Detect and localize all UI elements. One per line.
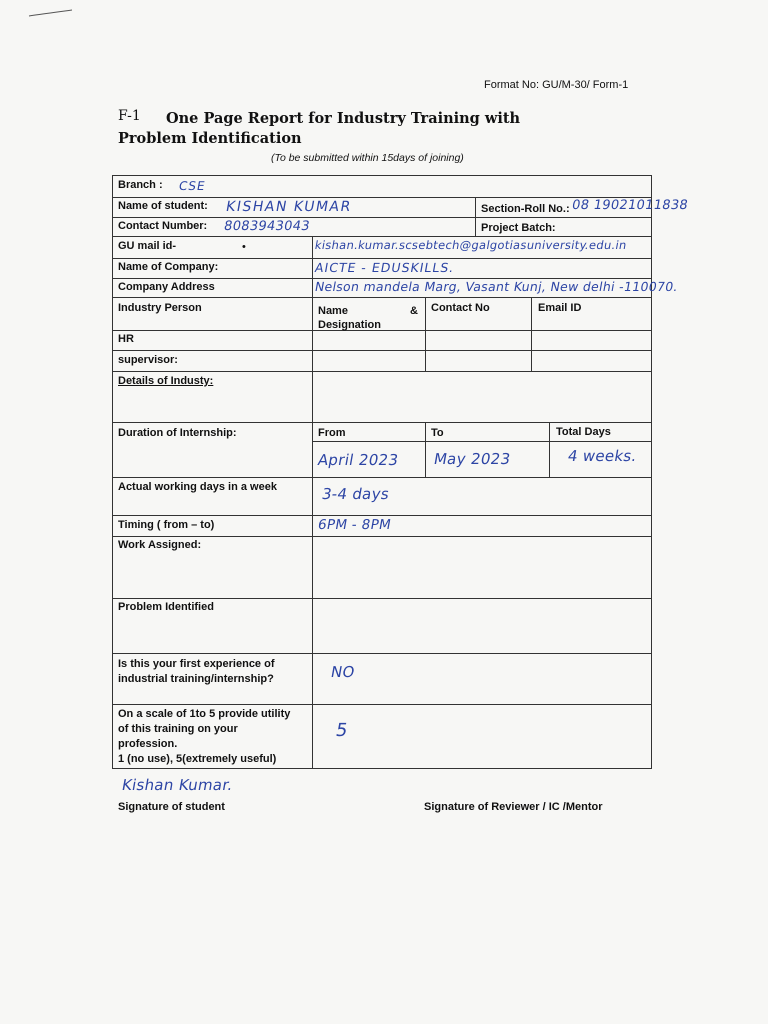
table-line [112, 598, 652, 599]
working-days-value: 3-4 days [320, 485, 391, 503]
form-title: One Page Report for Industry Training with Problem Identification [118, 110, 521, 147]
timing-value: 6PM - 8PM [316, 517, 393, 533]
table-line [112, 297, 652, 298]
table-line [112, 422, 652, 423]
to-header: To [431, 427, 444, 439]
table-line [112, 330, 652, 331]
scale-value: 5 [334, 720, 350, 741]
table-line [112, 704, 652, 705]
contact-no-header: Contact No [431, 302, 490, 314]
company-name-value: AICTE - EDUSKILLS. [313, 260, 456, 275]
student-name-label: Name of student: [118, 200, 208, 212]
table-line [312, 441, 652, 442]
gu-mail-value: kishan.kumar.scsebtech@galgotiasuniversity.edu.in [313, 238, 628, 252]
roll-no-value: 08 19021011838 [570, 198, 690, 213]
total-days-header: Total Days [556, 426, 611, 438]
table-line [425, 297, 426, 372]
table-line [112, 515, 652, 516]
table-line [112, 477, 652, 478]
format-number: Format No: GU/M-30/ Form-1 [484, 79, 629, 91]
signature-student-label: Signature of student [118, 801, 225, 813]
company-address-value: Nelson mandela Marg, Vasant Kunj, New delhi -110070. [313, 279, 680, 294]
duration-label: Duration of Internship: [118, 427, 237, 439]
project-batch-label: Project Batch: [481, 222, 556, 234]
timing-label: Timing ( from – to) [118, 519, 215, 531]
work-assigned-label: Work Assigned: [118, 539, 202, 551]
student-signature: Kishan Kumar. [120, 776, 235, 794]
contact-number-label: Contact Number: [118, 220, 208, 232]
total-days-value: 4 weeks. [566, 447, 639, 465]
table-line [112, 371, 652, 372]
company-name-label: Name of Company: [118, 261, 219, 273]
to-value: May 2023 [432, 450, 512, 468]
table-line [112, 197, 652, 198]
scale-label-3: profession. [118, 738, 178, 750]
hr-label: HR [118, 333, 134, 345]
problem-identified-label: Problem Identified [118, 601, 214, 613]
table-line [549, 422, 550, 477]
form-code: F-1 [118, 108, 141, 124]
gu-mail-label: GU mail id- [118, 240, 177, 252]
email-id-header: Email ID [538, 302, 582, 314]
first-experience-label: Is this your first experience of [118, 658, 275, 670]
form-subtitle: (To be submitted within 15days of joining) [271, 152, 464, 164]
report-table [112, 175, 690, 769]
branch-label: Branch : [118, 179, 163, 191]
details-industry-label: Details of Industy: [118, 375, 214, 387]
from-value: April 2023 [316, 451, 400, 469]
branch-value: CSE [177, 179, 207, 193]
table-line [112, 217, 652, 218]
table-line [112, 653, 652, 654]
supervisor-label: supervisor: [118, 354, 178, 366]
gu-mail-dot: • [242, 241, 246, 253]
name-designation-header: Name [318, 305, 348, 317]
contact-number-value: 8083943043 [222, 219, 312, 234]
from-header: From [318, 427, 346, 439]
table-line [475, 197, 476, 236]
table-line [112, 536, 652, 537]
designation-header: Designation [318, 319, 381, 331]
working-days-label: Actual working days in a week [118, 481, 277, 493]
first-experience-value: NO [329, 663, 357, 681]
section-roll-label: Section-Roll No.: [481, 203, 570, 215]
table-line [112, 175, 652, 176]
table-line [112, 175, 113, 769]
name-designation-amp: & [410, 305, 418, 317]
industry-person-label: Industry Person [118, 302, 202, 314]
table-line [312, 236, 313, 768]
table-line [112, 768, 652, 769]
table-line [112, 350, 652, 351]
scale-label-4: 1 (no use), 5(extremely useful) [118, 753, 277, 765]
first-experience-label-2: industrial training/internship? [118, 673, 274, 685]
table-line [112, 236, 652, 237]
table-line [531, 297, 532, 372]
table-line [425, 422, 426, 477]
company-address-label: Company Address [118, 281, 215, 293]
signature-reviewer-label: Signature of Reviewer / IC /Mentor [424, 801, 603, 813]
table-line [112, 258, 652, 259]
pen-mark [28, 8, 76, 18]
student-name-value: KISHAN KUMAR [224, 199, 354, 215]
scale-label-2: of this training on your [118, 723, 238, 735]
table-line [651, 175, 652, 769]
scale-label: On a scale of 1to 5 provide utility [118, 708, 291, 720]
